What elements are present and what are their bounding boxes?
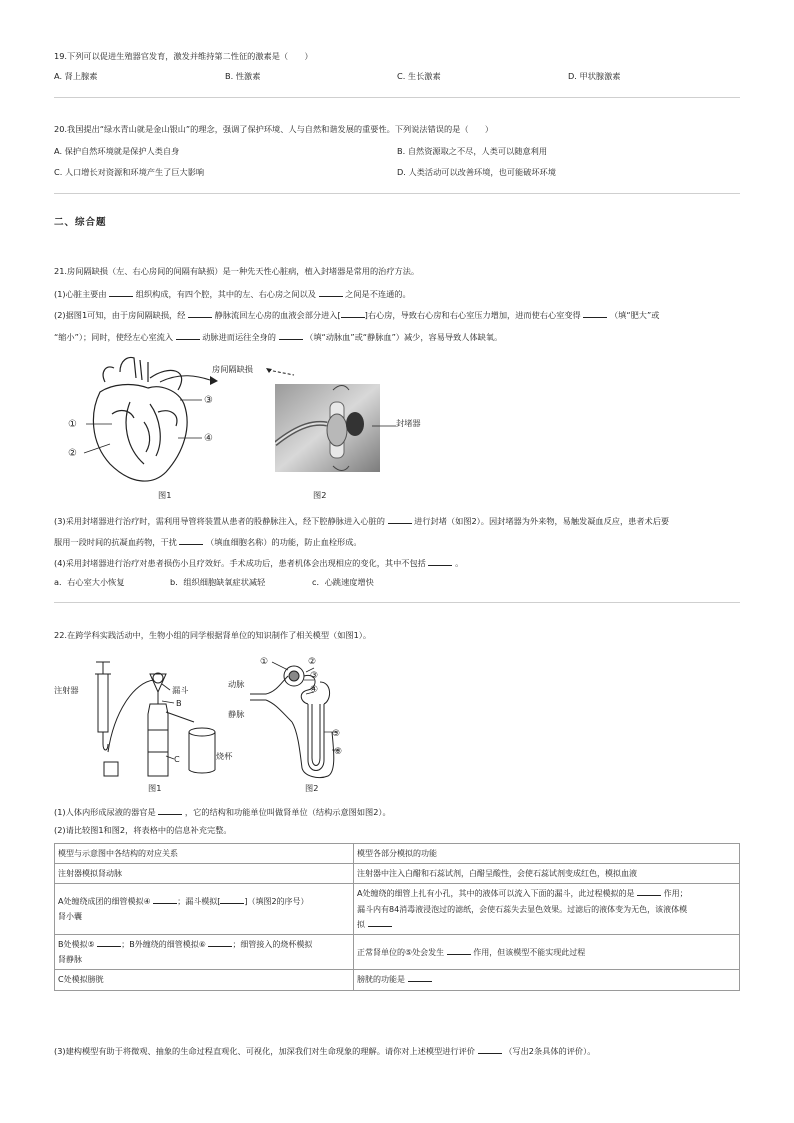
table-header-row bbox=[55, 844, 740, 864]
q20-option-b: B. 自然资源取之不尽，人类可以随意利用 bbox=[397, 146, 548, 156]
answer-blank[interactable] bbox=[341, 309, 365, 318]
nephron-mark-2: ② bbox=[308, 657, 317, 667]
mark-4: ④ bbox=[204, 433, 213, 444]
q19-option-a: A. 肾上腺素 bbox=[54, 71, 98, 81]
nephron-mark-1: ① bbox=[260, 657, 269, 667]
divider bbox=[54, 193, 740, 194]
artery-label: 动脉 bbox=[228, 679, 245, 689]
q20-option-a: A. 保护自然环境就是保护人类自身 bbox=[54, 146, 180, 156]
mark-2: ② bbox=[68, 448, 77, 459]
q22-part2: (2)请比较图1和图2，将表格中的信息补充完整。 bbox=[54, 825, 232, 835]
q21-part2-line2: “缩小”）；同时，使经左心室流入 动脉进而运往全身的 （填“动脉血”或“静脉血”）减少，容易导致人体缺氧。 bbox=[54, 332, 503, 342]
table-cell: 正常肾单位的⑤处会发生 作用，但该模型不能实现此过程 bbox=[354, 934, 740, 969]
nephron-mark-6: ⑥ bbox=[334, 747, 343, 757]
table-cell: 注射器模拟肾动脉 bbox=[55, 864, 354, 884]
divider bbox=[54, 97, 740, 98]
table-row bbox=[55, 934, 740, 969]
q20-option-c: C. 人口增长对资源和环境产生了巨大影响 bbox=[54, 167, 205, 177]
c-label: C bbox=[174, 754, 180, 764]
table-row bbox=[55, 970, 740, 990]
answer-blank[interactable] bbox=[220, 895, 244, 904]
q19-option-d: D. 甲状腺激素 bbox=[568, 71, 621, 81]
answer-blank[interactable] bbox=[97, 938, 121, 947]
table-row bbox=[55, 864, 740, 884]
table-cell: 注射器中注入白醋和石蕊试剂，白醋呈酸性，会使石蕊试剂变成红色，模拟血液 bbox=[354, 864, 740, 884]
figure-2-caption: 图2 bbox=[313, 490, 327, 500]
answer-blank[interactable] bbox=[583, 309, 607, 318]
answer-blank[interactable] bbox=[388, 515, 412, 524]
q20-stem: 20.我国提出“绿水青山就是金山银山”的理念，强调了保护环境、人与自然和谐发展的重要性。下列说法错误的是（ ） bbox=[54, 124, 494, 134]
answer-blank[interactable] bbox=[447, 946, 471, 955]
defect-label: 房间隔缺损 bbox=[212, 364, 253, 374]
divider bbox=[54, 602, 740, 603]
mark-1: ① bbox=[68, 419, 77, 430]
figure-1-caption: 图1 bbox=[158, 490, 172, 500]
mark-3: ③ bbox=[204, 395, 213, 406]
answer-blank[interactable] bbox=[188, 309, 212, 318]
kidney-model-diagram bbox=[54, 652, 254, 792]
answer-blank[interactable] bbox=[279, 331, 303, 340]
answer-blank[interactable] bbox=[637, 887, 661, 896]
q19-stem: 19.下列可以促进生殖器官发育，激发并维持第二性征的激素是（ ） bbox=[54, 51, 313, 61]
q19-option-b: B. 性激素 bbox=[225, 71, 261, 81]
table-cell: A处缠绕成团的细管模拟④ ；漏斗模拟[ ]（填图2的序号） 肾小囊 bbox=[55, 884, 354, 935]
funnel-label: 漏斗 bbox=[172, 685, 189, 695]
answer-blank[interactable] bbox=[208, 938, 232, 947]
section-title: 二、综合题 bbox=[54, 217, 107, 228]
nephron-mark-4: ④ bbox=[310, 685, 319, 695]
table-cell: A处缠绕的细管上扎有小孔，其中的液体可以流入下面的漏斗，此过程模拟的是 作用； 漏斗内有84消毒液浸泡过的滤纸，会使石蕊失去显色效果。过滤后的液体变为无色，该液体模 拟 bbox=[354, 884, 740, 935]
table-header-cell: 模型各部分模拟的功能 bbox=[354, 844, 740, 864]
answer-blank[interactable] bbox=[158, 806, 182, 815]
answer-blank[interactable] bbox=[408, 973, 432, 982]
q21-part2-line1: (2)据图1可知，由于房间隔缺损，经 静脉流回左心房的血液会部分进入[ ]右心房，导致右心房和右心室压力增加，进而使右心室变得 （填“肥大”或 bbox=[54, 310, 660, 320]
occluder-label: 封堵器 bbox=[396, 418, 421, 428]
q21-part1: (1)心脏主要由 组织构成，有四个腔，其中的左、右心房之间以及 之间是不连通的。 bbox=[54, 289, 411, 299]
table-cell: B处模拟⑤ ；B外缠绕的细管模拟⑥ ；细管接入的烧杯模拟 肾静脉 bbox=[55, 934, 354, 969]
q21-option-c: c．心跳速度增快 bbox=[312, 577, 374, 587]
q22-part1: (1)人体内形成尿液的器官是 ，它的结构和功能单位叫做肾单位（结构示意图如图2）。 bbox=[54, 807, 391, 817]
figure-1-caption: 图1 bbox=[148, 783, 162, 793]
q21-option-b: b．组织细胞缺氧症状减轻 bbox=[170, 577, 266, 587]
answer-blank[interactable] bbox=[109, 288, 133, 297]
table-cell: C处模拟膀胱 bbox=[55, 970, 354, 990]
leader-line bbox=[372, 424, 396, 428]
occluder-photo bbox=[275, 384, 380, 472]
beaker-label: 烧杯 bbox=[216, 751, 233, 761]
answer-blank[interactable] bbox=[153, 895, 177, 904]
answer-blank[interactable] bbox=[176, 331, 200, 340]
q20-option-d: D. 人类活动可以改善环境，也可能破坏环境 bbox=[397, 167, 556, 177]
q21-stem: 21.房间隔缺损（左、右心房间的间隔有缺损）是一种先天性心脏病，植入封堵器是常用的治疗方法。 bbox=[54, 266, 420, 276]
dashed-arrow-icon bbox=[266, 366, 298, 378]
vein-label: 静脉 bbox=[228, 709, 245, 719]
q19-option-c: C. 生长激素 bbox=[397, 71, 441, 81]
answer-blank[interactable] bbox=[179, 536, 203, 545]
q21-part3-line2: 服用一段时间的抗凝血药物，干扰 （填血细胞名称）的功能，防止血栓形成。 bbox=[54, 537, 362, 547]
table-row bbox=[55, 884, 740, 935]
nephron-diagram bbox=[248, 652, 358, 784]
syringe-label: 注射器 bbox=[54, 685, 79, 695]
heart-diagram bbox=[60, 352, 230, 502]
table-cell: 膀胱的功能是 bbox=[354, 970, 740, 990]
nephron-mark-3: ③ bbox=[310, 671, 319, 681]
nephron-mark-5: ⑤ bbox=[332, 729, 341, 739]
b-label: B bbox=[176, 698, 182, 708]
figure-2-caption: 图2 bbox=[305, 783, 319, 793]
answer-blank[interactable] bbox=[368, 918, 392, 927]
model-comparison-table bbox=[54, 843, 740, 991]
q21-part3-line1: (3)采用封堵器进行治疗时，需利用导管将装置从患者的股静脉注入，经下腔静脉进入心脏的 进行封堵（如图2）。因封堵器为外来物，易触发凝血反应，患者术后要 bbox=[54, 516, 670, 526]
answer-blank[interactable] bbox=[319, 288, 343, 297]
q22-part3: (3)建构模型有助于将微观、抽象的生命过程直观化、可视化，加深我们对生命现象的理解。请你对上述模型进行评价 （写出2条具体的评价）。 bbox=[54, 1046, 596, 1056]
q22-stem: 22.在跨学科实践活动中，生物小组的同学根据肾单位的知识制作了相关模型（如图1）。 bbox=[54, 630, 372, 640]
answer-blank[interactable] bbox=[428, 557, 452, 566]
q21-option-a: a．右心室大小恢复 bbox=[54, 577, 125, 587]
answer-blank[interactable] bbox=[478, 1045, 502, 1054]
table-header-cell: 模型与示意图中各结构的对应关系 bbox=[55, 844, 354, 864]
q21-part4: (4)采用封堵器进行治疗对患者损伤小且疗效好。手术成功后，患者机体会出现相应的变化，其中不包括 。 bbox=[54, 558, 464, 568]
